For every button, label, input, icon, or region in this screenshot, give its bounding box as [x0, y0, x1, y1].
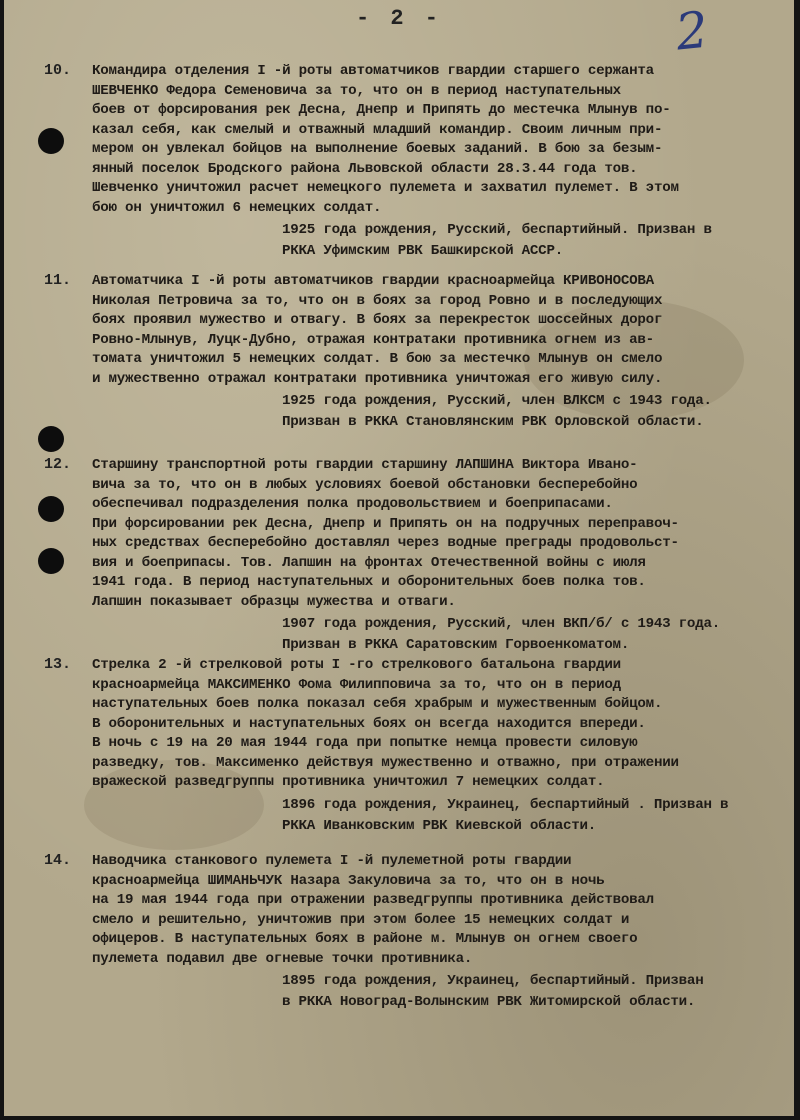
entry-number: 10. [44, 62, 72, 79]
bio-line: РККА Иванковским РВК Киевской области. [282, 817, 597, 834]
entry-bio [282, 391, 789, 433]
bio-line: 1925 года рождения, Русский, беспартийный. Призван в [282, 222, 712, 238]
bio-line: 1895 года рождения, Украинец, беспартийный. Призван [282, 973, 704, 989]
entry-line: Ровно-Млынув, Луцк-Дубно, отражая контратаки противника огнем из ав- [92, 331, 654, 348]
entry-line: В оборонительных и наступательных боях он всегда находится впереди. [92, 715, 646, 732]
entry-bio [282, 971, 789, 1013]
entry-bio [282, 795, 789, 837]
entry-line: янный поселок Бродского района Львовской области 28.3.44 года тов. [92, 160, 638, 177]
entry-line: пулемета подавил две огневые точки противника. [92, 950, 473, 967]
entry-line: Шевченко уничтожил расчет немецкого пулемета и захватил пулемет. В этом [92, 180, 679, 196]
entry-line: красноармейца ШИМАНЬЧУК Назара Закуловича за то, что он в ночь [92, 872, 605, 889]
bio-line: 1896 года рождения, Украинец, беспартийный . Призван в [282, 796, 729, 813]
entry-line: томата уничтожил 5 немецких солдат. В бою за местечко Млынув он смело [92, 351, 663, 367]
entry-line: ных средствах бесперебойно доставлял через водные преграды продовольст- [92, 535, 679, 551]
entry-line: смело и решительно, уничтожив при этом более 15 немецких солдат и [92, 911, 630, 928]
entry-line: наступательных боев полка показал себя храбрым и мужественным бойцом. [92, 696, 663, 712]
entry-text [92, 852, 789, 1013]
entry-number: 11. [44, 272, 72, 289]
entry-line: обеспечивал подразделения полка продовольствием и боеприпасами. [92, 496, 613, 512]
document-page [4, 0, 794, 1116]
bio-line: 1925 года рождения, Русский, член ВЛКСМ с 1943 года. [282, 393, 712, 409]
entry-line: красноармейца МАКСИМЕНКО Фома Филипповича за то, что он в период [92, 676, 621, 693]
entry-line: и мужественно отражал контратаки противника уничтожая его живую силу. [92, 370, 663, 387]
entry-line: на 19 мая 1944 года при отражении разведгруппы противника действовал [92, 892, 654, 908]
award-entry [44, 272, 789, 433]
entry-number: 12. [44, 456, 72, 473]
entry-bio [282, 220, 789, 262]
entry-line: Стрелка 2 -й стрелковой роты I -го стрелкового батальона гвардии [92, 657, 621, 673]
entry-line: вия и боеприпасы. Тов. Лапшин на фронтах Отечественной войны с июля [92, 554, 646, 571]
entry-text [92, 62, 789, 262]
entry-line: ШЕВЧЕНКО Федора Семеновича за то, что он в период наступательных [92, 82, 621, 99]
entry-bio [282, 614, 789, 656]
award-entry [44, 62, 789, 262]
entry-line: разведку, тов. Максименко действуя мужественно и отважно, при отражении [92, 754, 679, 771]
bio-line: Призван в РККА Становлянским РВК Орловской области. [282, 414, 704, 430]
bio-line: РККА Уфимским РВК Башкирской АССР. [282, 243, 563, 259]
handwritten-page-mark: 2 [673, 0, 711, 62]
award-entry [44, 656, 789, 837]
entry-line: Старшину транспортной роты гвардии старшину ЛАПШИНА Виктора Ивано- [92, 457, 638, 473]
award-entry [44, 456, 789, 656]
page-number: - 2 - [355, 6, 442, 31]
entry-line: боев от форсирования рек Десна, Днепр и Припять до местечка Млынув по- [92, 102, 671, 118]
entry-line: При форсировании рек Десна, Днепр и Припять он на подручных переправоч- [92, 515, 679, 532]
entry-line: мером он увлекал бойцов на выполнение боевых заданий. В бою за безым- [92, 141, 663, 157]
entry-text [92, 656, 789, 837]
entry-line: 1941 года. В период наступательных и оборонительных боев полка тов. [92, 574, 646, 590]
entry-number: 14. [44, 852, 72, 869]
entry-line: вича за то, что он в любых условиях боевой обстановки бесперебойно [92, 476, 638, 493]
entry-line: Автоматчика I -й роты автоматчиков гвардии красноармейца КРИВОНОСОВА [92, 273, 654, 289]
entry-line: Командира отделения I -й роты автоматчиков гвардии старшего сержанта [92, 63, 654, 79]
entry-text [92, 456, 789, 656]
entry-line: казал себя, как смелый и отважный младший командир. Своим личным при- [92, 121, 663, 138]
entry-number: 13. [44, 656, 72, 673]
entry-line: Николая Петровича за то, что он в боях за город Ровно и в последующих [92, 292, 663, 309]
entry-text [92, 272, 789, 433]
bio-line: в РККА Новоград-Волынским РВК Житомирской области. [282, 994, 696, 1010]
award-entry [44, 852, 789, 1013]
bio-line: 1907 года рождения, Русский, член ВКП/б/ с 1943 года. [282, 616, 720, 632]
entry-line: Наводчика станкового пулемета I -й пулеметной роты гвардии [92, 853, 572, 869]
entry-line: Лапшин показывает образцы мужества и отваги. [92, 593, 456, 610]
entry-line: офицеров. В наступательных боях в районе м. Млынув он огнем своего [92, 931, 638, 947]
entry-line: вражеской разведгруппы противника уничтожил 7 немецких солдат. [92, 774, 605, 790]
entry-line: боях проявил мужество и отвагу. В боях за перекресток шоссейных дорог [92, 312, 663, 328]
entry-line: В ночь с 19 на 20 мая 1944 года при попытке немца провести силовую [92, 735, 638, 751]
bio-line: Призван в РККА Саратовским Горвоенкоматом. [282, 637, 630, 653]
entry-line: бою он уничтожил 6 немецких солдат. [92, 199, 382, 216]
